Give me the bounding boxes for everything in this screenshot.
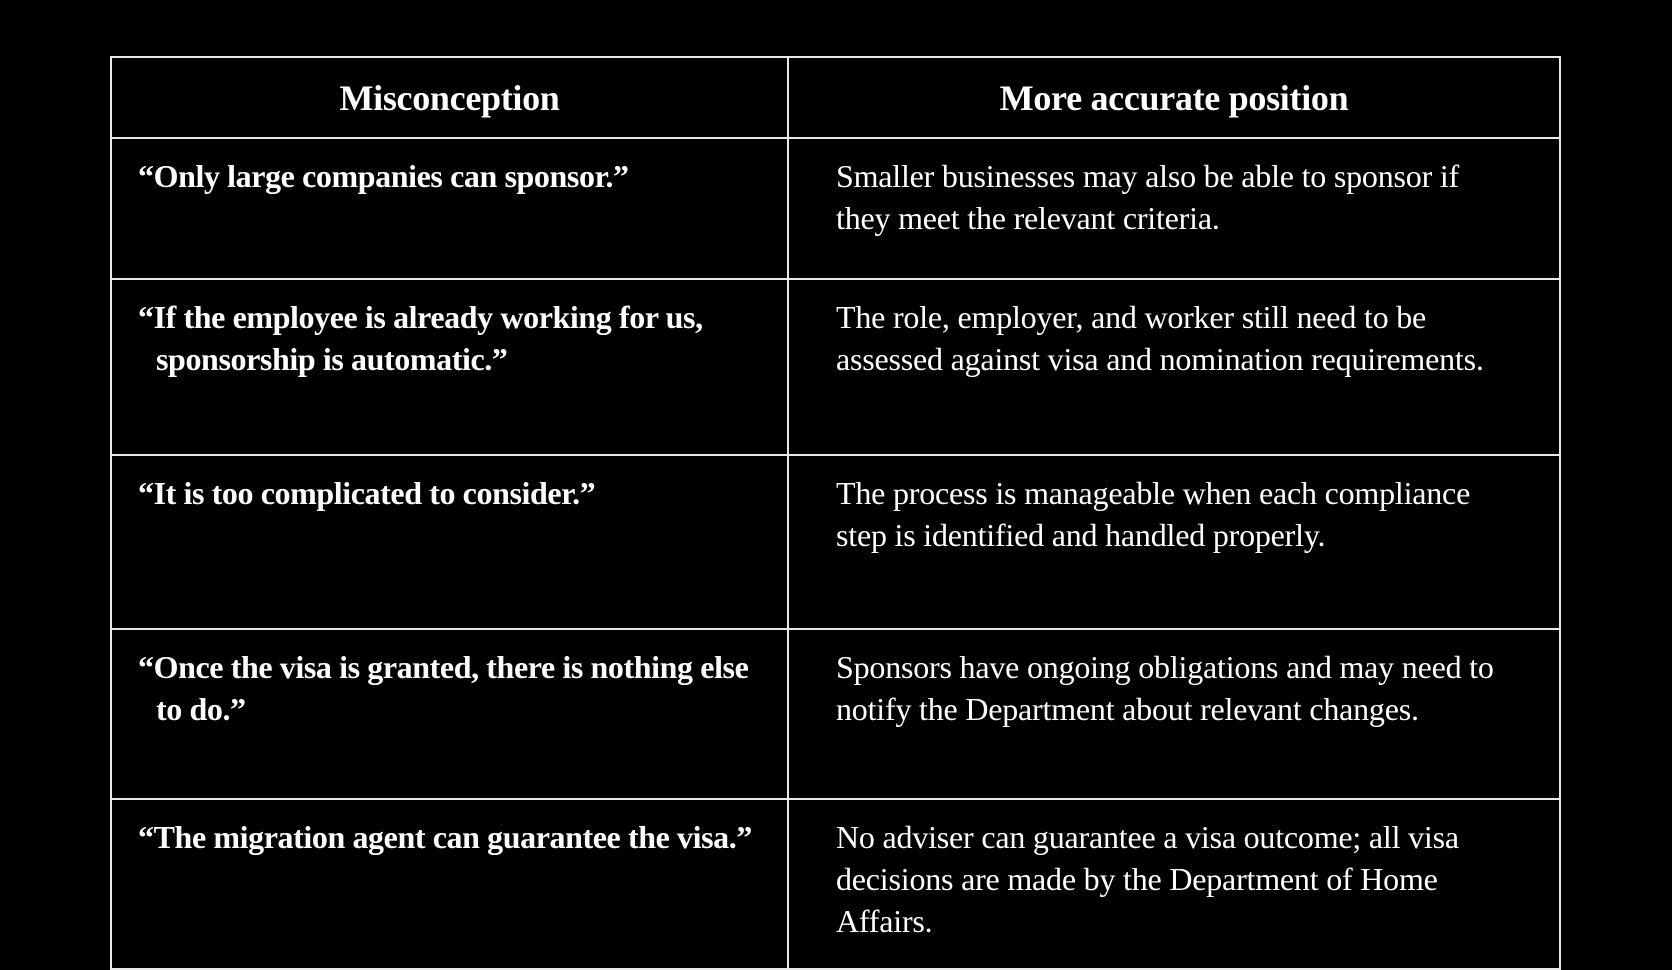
- table-row: [111, 799, 1560, 969]
- table-row: [111, 629, 1560, 799]
- table-row: [111, 279, 1560, 455]
- header-misconception: Misconception: [111, 57, 788, 138]
- table-row: [111, 455, 1560, 629]
- misconception-cell: [111, 279, 788, 455]
- position-cell: The role, employer, and worker still need to be assessed against visa and nomination requirements.: [788, 279, 1560, 455]
- table-row: [111, 138, 1560, 279]
- misconception-text: “Only large companies can sponsor.”: [138, 158, 629, 194]
- misconception-text: “It is too complicated to consider.”: [138, 475, 596, 511]
- misconception-cell: [111, 799, 788, 969]
- misconception-cell: [111, 455, 788, 629]
- misconception-cell: [111, 138, 788, 279]
- position-cell: The process is manageable when each compliance step is identified and handled properly.: [788, 455, 1560, 629]
- misconception-text: “If the employee is already working for us, sponsorship is automatic.”: [138, 299, 703, 377]
- misconception-cell: [111, 629, 788, 799]
- misconception-text: “The migration agent can guarantee the visa.”: [138, 819, 752, 855]
- position-cell: No adviser can guarantee a visa outcome; all visa decisions are made by the Department of Home Affairs.: [788, 799, 1560, 969]
- misconception-text: “Once the visa is granted, there is nothing else to do.”: [138, 649, 749, 727]
- header-accurate-position: More accurate position: [788, 57, 1560, 138]
- table-header: [111, 57, 1560, 138]
- table-body: [111, 138, 1560, 969]
- position-cell: Sponsors have ongoing obligations and may need to notify the Department about relevant changes.: [788, 629, 1560, 799]
- position-cell: Smaller businesses may also be able to sponsor if they meet the relevant criteria.: [788, 138, 1560, 279]
- misconceptions-table: [110, 56, 1561, 970]
- misconceptions-table-container: [110, 56, 1559, 970]
- header-row: [111, 57, 1560, 138]
